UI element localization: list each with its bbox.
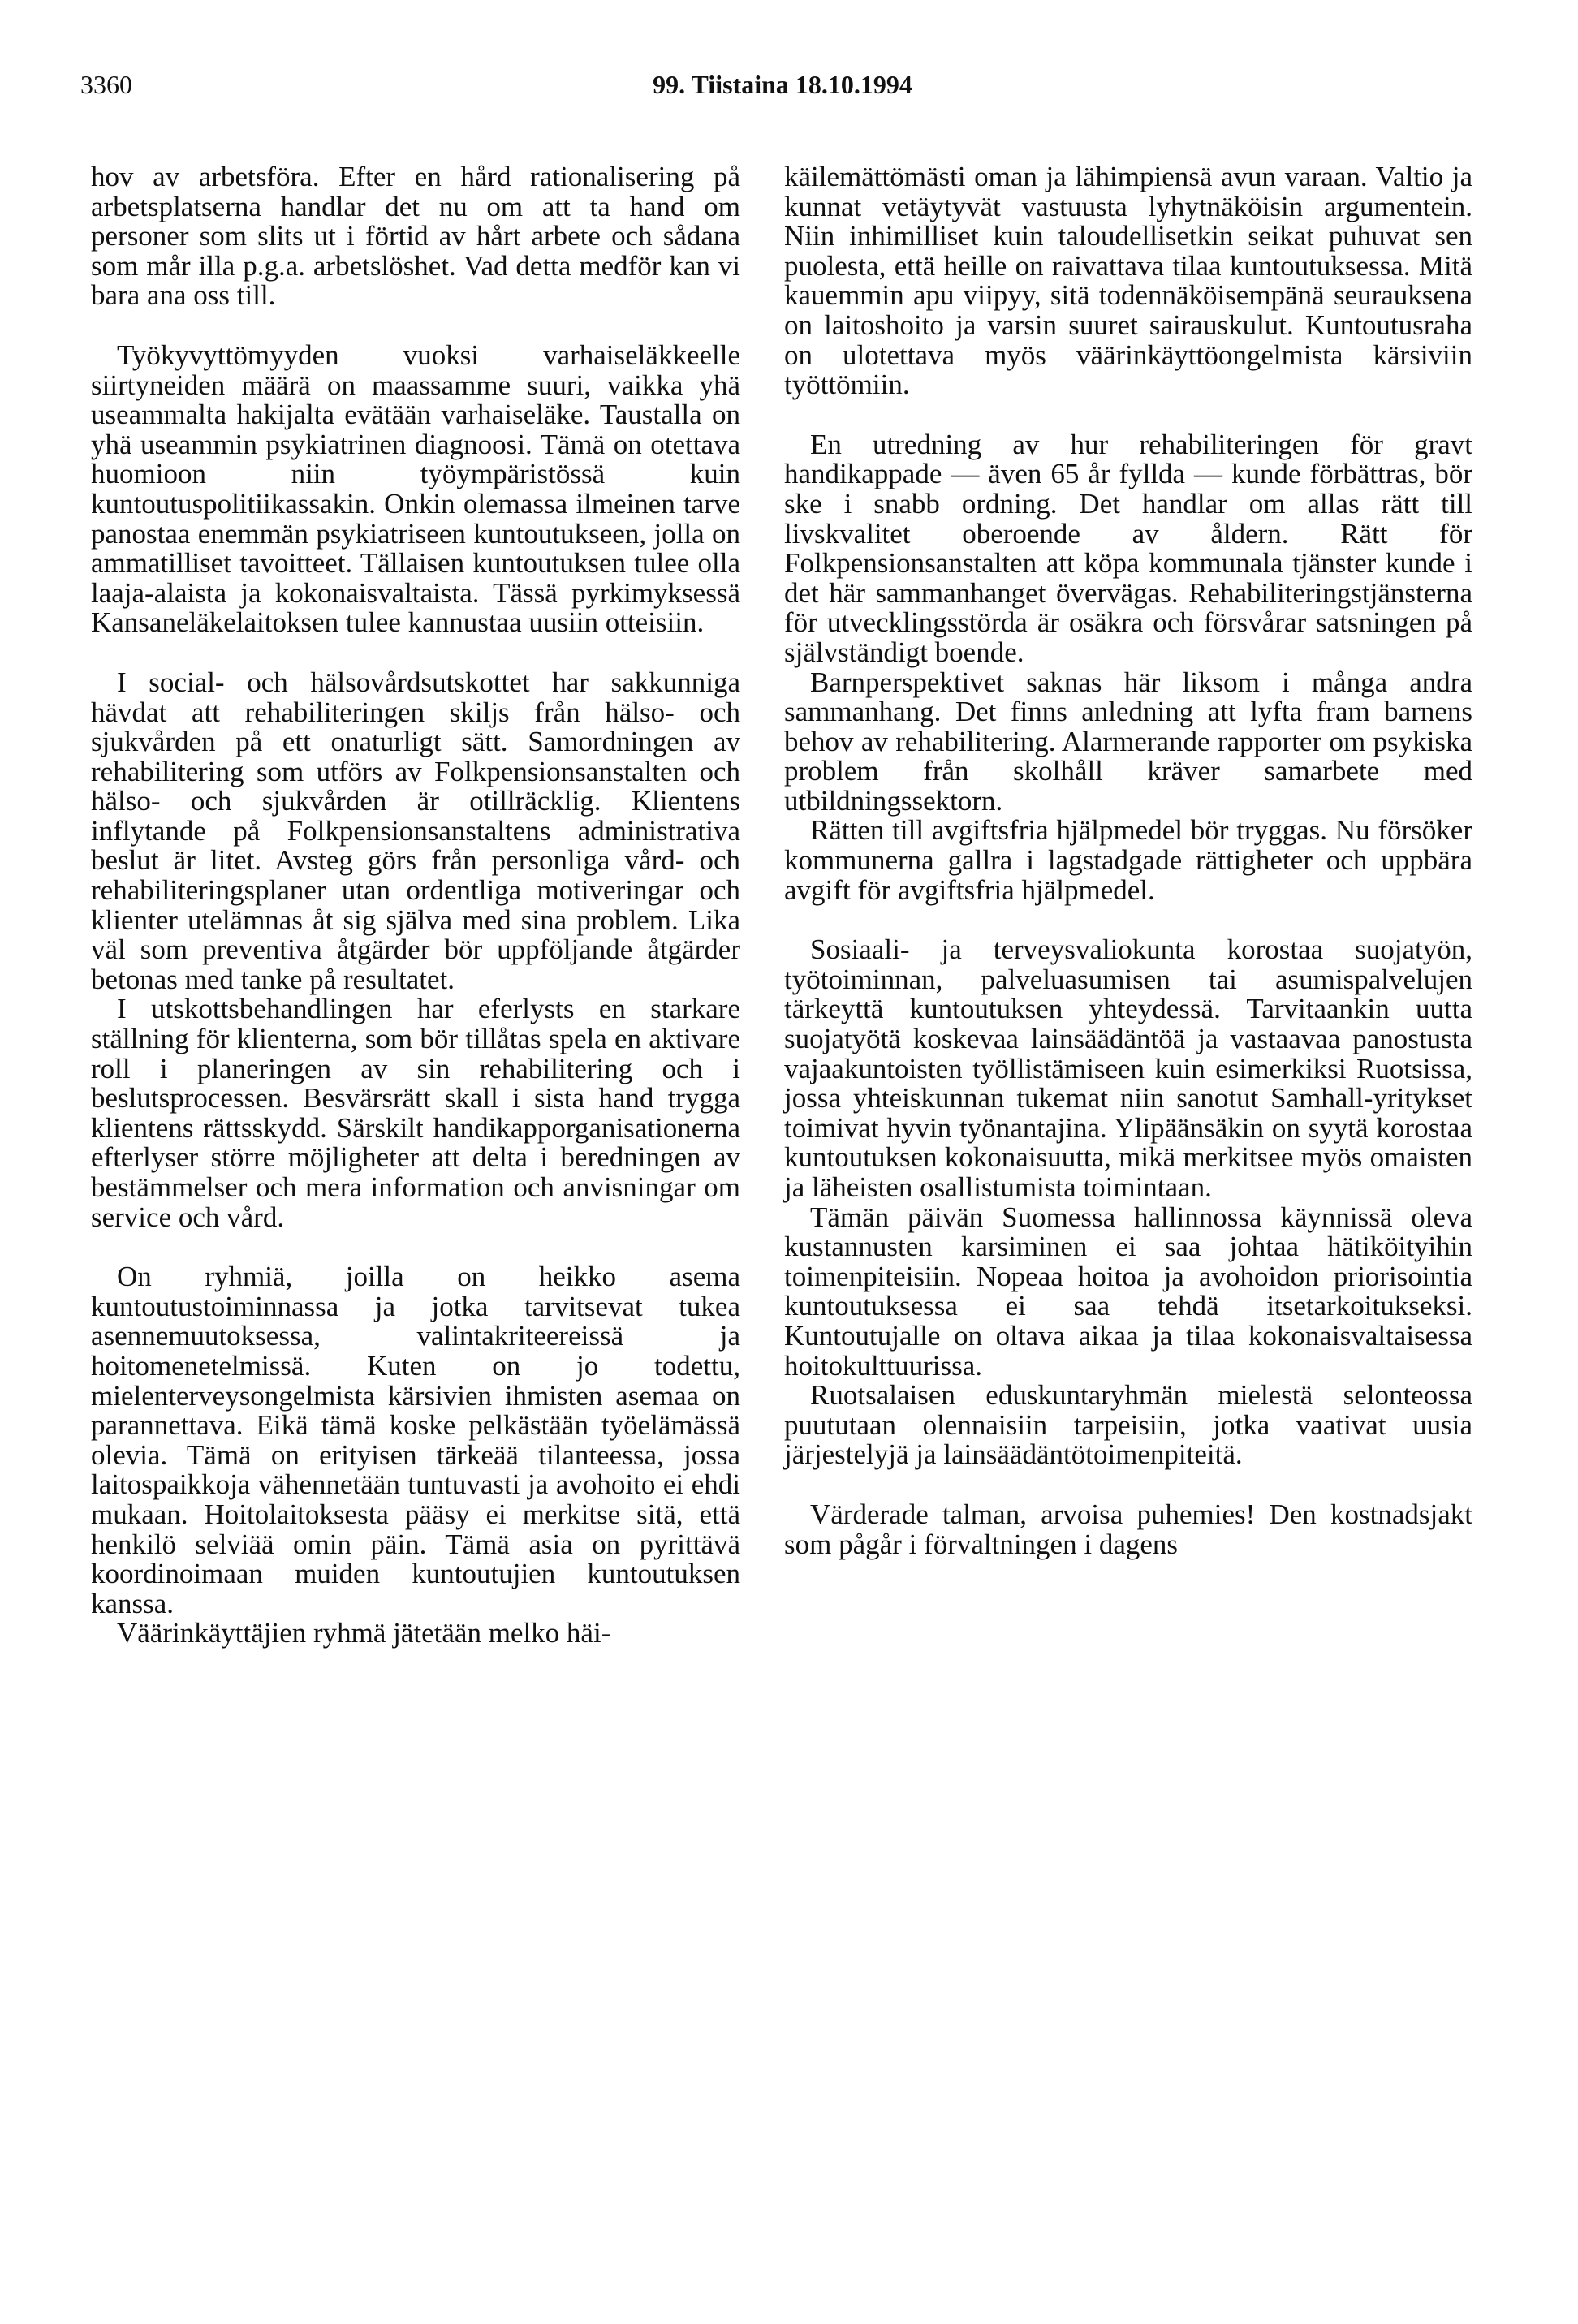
- left-paragraph-1: hov av arbetsföra. Efter en hård rationalisering på arbetsplatserna handlar det nu om att ta hand om personer som slits ut i förtid av hårt arbete och sådana som mår illa p.g.a. arbetslöshet. Vad detta medför kan vi bara ana oss till.: [91, 161, 740, 312]
- page-header: [80, 70, 1485, 102]
- right-column: [784, 162, 1472, 1559]
- left-paragraph-5: On ryhmiä, joilla on heikko asema kuntoutustoiminnassa ja jotka tarvitsevat tukea asennemuutoksessa, valintakriteereissä ja hoitomenetelmissä. Kuten on jo todettu, mielenterveysongelmista kärsivien ihmisten asemaa on parannettava. Eikä tämä koske pelkästään työelämässä olevia. Tämä on erityisen tärkeää tilanteessa, jossa laitospaikkoja vähennetään tuntuvasti ja avohoito ei ehdi mukaan. Hoitolaitoksesta pääsy ei merkitse sitä, että henkilö selviää omin päin. Tämä asia on pyrittävä koordinoimaan muiden kuntoutujien kuntoutuksen kanssa.: [91, 1261, 740, 1619]
- right-paragraph-4: Rätten till avgiftsfria hjälpmedel bör tryggas. Nu försöker kommunerna gallra i lagstadgade rättigheter och uppbära avgift för avgiftsfria hjälpmedel.: [784, 814, 1472, 906]
- right-paragraph-5: Sosiaali- ja terveysvaliokunta korostaa suojatyön, työtoiminnan, palveluasumisen tai asumispalvelujen tärkeyttä kuntoutuksen yhteydessä. Tarvitaankin uutta suojatyötä koskevaa lainsäädäntöä ja vastaavaa panostusta vajaakuntoisten työllistämiseen kuin esimerkiksi Ruotsissa, jossa yhteiskunnan tukemat niin sanotut Samhall-yritykset toimivat hyvin työnantajina. Ylipäänsäkin on syytä korostaa kuntoutuksen kokonaisuutta, mikä merkitsee myös omaisten ja läheisten osallistumista toimintaan.: [784, 933, 1472, 1203]
- right-paragraph-2: En utredning av hur rehabiliteringen för gravt handikappade — även 65 år fyllda — kunde förbättras, bör ske i snabb ordning. Det handlar om allas rätt till livskvalitet oberoende av åldern. Rätt för Folkpensionsanstalten att köpa kommunala tjänster kunde i det här sammanhanget övervägas. Rehabiliteringstjänsterna för utvecklingsstörda är osäkra och försvårar satsningen på självständigt boende.: [784, 428, 1472, 668]
- left-paragraph-3: I social- och hälsovårdsutskottet har sakkunniga hävdat att rehabiliteringen skiljs från hälso- och sjukvården på ett onaturligt sätt. Samordningen av rehabilitering som utförs av Folkpensionsanstalten och hälso- och sjukvården är otillräcklig. Klientens inflytande på Folkpensionsanstaltens administrativa beslut är litet. Avsteg görs från personliga vård- och rehabiliteringsplaner utan ordentliga motiveringar och klienter utelämnas åt sig själva med sina problem. Lika väl som preventiva åtgärder bör uppföljande åtgärder betonas med tanke på resultatet.: [91, 666, 740, 995]
- right-paragraph-8: Värderade talman, arvoisa puhemies! Den kostnadsjakt som pågår i förvaltningen i dagens: [784, 1498, 1472, 1560]
- right-paragraph-7: Ruotsalaisen eduskuntaryhmän mielestä selonteossa puututaan olennaisiin tarpeisiin, jotka vaativat uusia järjestelyjä ja lainsäädäntötoimenpiteitä.: [784, 1379, 1472, 1471]
- left-column: [91, 162, 740, 1649]
- right-paragraph-6: Tämän päivän Suomessa hallinnossa käynnissä oleva kustannusten karsiminen ei saa johtaa hätiköityihin toimenpiteisiin. Nopeaa hoitoa ja avohoidon priorisointia kuntoutuksessa ei saa tehdä itsetarkoitukseksi. Kuntoutujalle on oltava aikaa ja tilaa kokonaisvaltaisessa hoitokulttuurissa.: [784, 1201, 1472, 1382]
- right-paragraph-3: Barnperspektivet saknas här liksom i många andra sammanhang. Det finns anledning att lyfta fram barnens behov av rehabilitering. Alarmerande rapporter om psykiska problem från skolhåll kräver samarbete med utbildningssektorn.: [784, 666, 1472, 817]
- header-title: 99. Tiistaina 18.10.1994: [653, 70, 912, 99]
- left-paragraph-4: I utskottsbehandlingen har eferlysts en starkare ställning för klienterna, som bör tillåtas spela en aktivare roll i planeringen av sin rehabilitering och i beslutsprocessen. Besvärsrätt skall i sista hand trygga klientens rättsskydd. Särskilt handikapporganisationerna efterlyser större möjligheter att delta i beredningen av bestämmelser och mera information och anvisningar om service och vård.: [91, 993, 740, 1233]
- page-number: 3360: [80, 70, 132, 99]
- left-paragraph-6: Väärinkäyttäjien ryhmä jätetään melko häi-: [117, 1617, 611, 1649]
- right-paragraph-1: käilemättömästi oman ja lähimpiensä avun varaan. Valtio ja kunnat vetäytyvät vastuusta lyhytnäköisin argumentein. Niin inhimilliset kuin taloudellisetkin seikat puhuvat sen puolesta, että heille on raivattava tilaa kuntoutuksessa. Mitä kauemmin apu viipyy, sitä todennäköisempänä seurauksena on laitoshoito ja varsin suuret sairauskulut. Kuntoutusraha on ulotettava myös väärinkäyttöongelmista kärsiviin työttömiin.: [784, 161, 1472, 401]
- left-paragraph-2: Työkyvyttömyyden vuoksi varhaiseläkkeelle siirtyneiden määrä on maassamme suuri, vaikka yhä useammalta hakijalta evätään varhaiseläke. Taustalla on yhä useammin psykiatrinen diagnoosi. Tämä on otettava huomioon niin työympäristössä kuin kuntoutuspolitiikassakin. Onkin olemassa ilmeinen tarve panostaa enemmän psykiatriseen kuntoutukseen, jolla on ammatilliset tavoitteet. Tällaisen kuntoutuksen tulee olla laaja-alaista ja kokonaisvaltaista. Tässä pyrkimyksessä Kansaneläkelaitoksen tulee kannustaa uusiin otteisiin.: [91, 338, 740, 639]
